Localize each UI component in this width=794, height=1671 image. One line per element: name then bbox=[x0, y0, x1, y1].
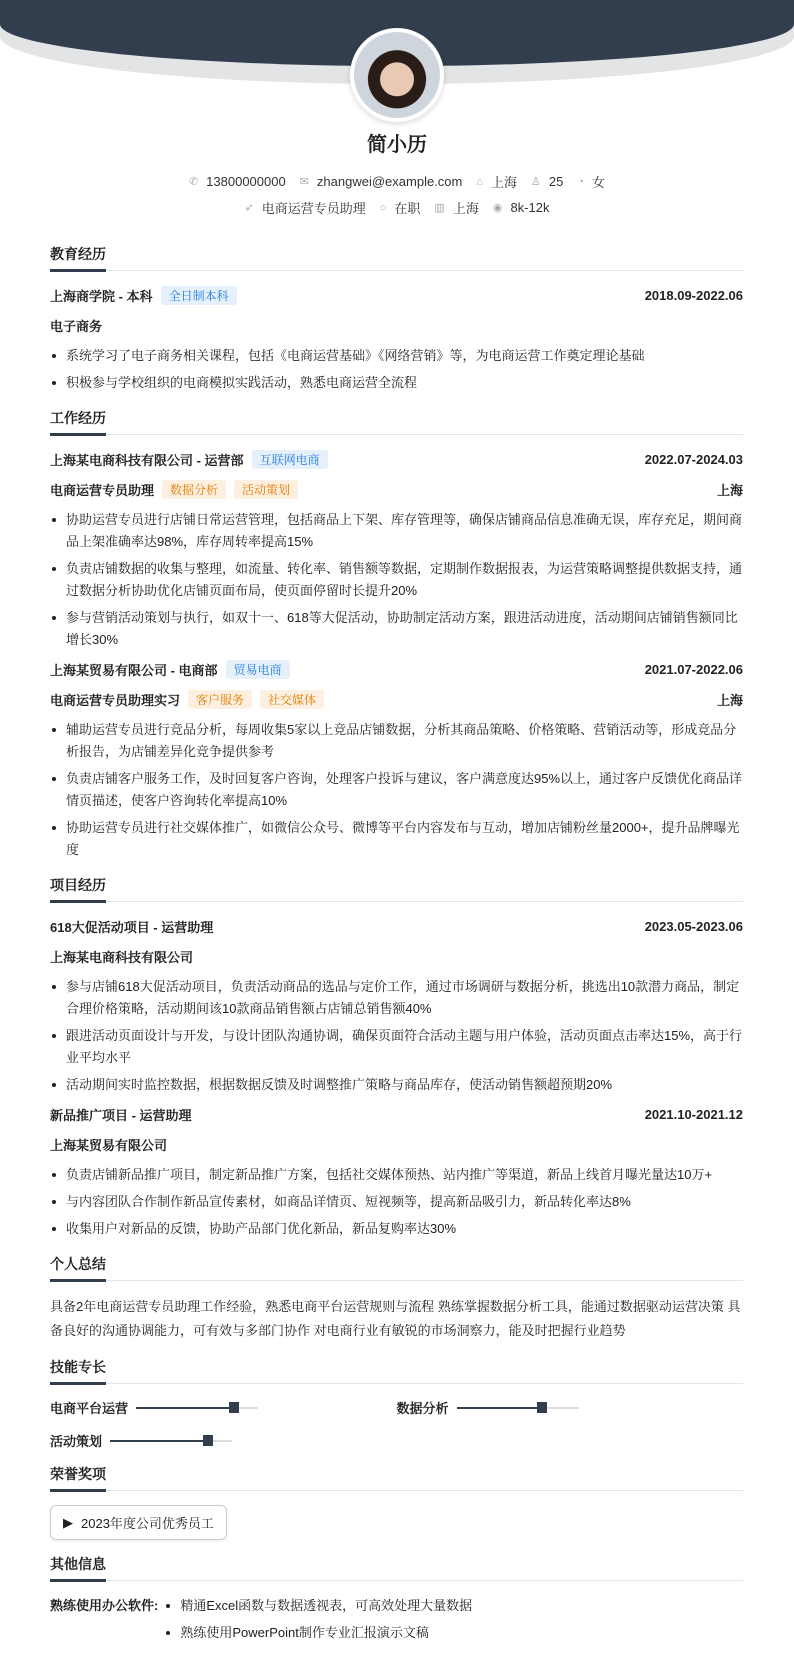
date: 2018.09-2022.06 bbox=[644, 287, 743, 303]
gender: 女 bbox=[592, 175, 606, 190]
home-icon: ⌂ bbox=[476, 175, 484, 188]
tag: 互联网电商 bbox=[252, 450, 328, 469]
work-item bbox=[50, 659, 743, 861]
list-item: 跟进活动页面设计与开发，与设计团队沟通协调，确保页面符合活动主题与用户体验，活动页面点击率达15%，高于行业平均水平 bbox=[50, 1025, 743, 1069]
skill-level-thumb bbox=[229, 1402, 239, 1413]
project-name: 618大促活动项目 - 运营助理 bbox=[50, 919, 214, 935]
date: 2022.07-2024.03 bbox=[644, 451, 743, 467]
city: 上海 bbox=[716, 482, 743, 498]
date: 2021.10-2021.12 bbox=[644, 1106, 743, 1122]
tag: 贸易电商 bbox=[226, 660, 290, 679]
skill-level-bar bbox=[110, 1440, 232, 1442]
skills-section bbox=[50, 1357, 743, 1450]
skill-item bbox=[397, 1398, 744, 1417]
triangle-icon: ▶ bbox=[63, 1514, 73, 1530]
skill-level-bar bbox=[136, 1407, 258, 1409]
job-status: 在职 bbox=[394, 201, 421, 216]
list-item: 活动期间实时监控数据，根据数据反馈及时调整推广策略与商品库存，使活动销售额超预期20% bbox=[50, 1074, 743, 1096]
role-tag: 数据分析 bbox=[162, 480, 226, 499]
list-item: 负责店铺数据的收集与整理，如流量、转化率、销售额等数据，定期制作数据报表，为运营策略调整提供数据支持，通过数据分析协助优化店铺页面布局，使页面停留时长提升20% bbox=[50, 558, 743, 602]
section-title: 技能专长 bbox=[50, 1357, 743, 1384]
role-tag: 社交媒体 bbox=[260, 690, 324, 709]
candidate-name: 简小历 bbox=[367, 134, 427, 156]
list-item: 熟练使用PowerPoint制作专业汇报演示文稿 bbox=[164, 1622, 472, 1644]
contact-row bbox=[0, 172, 794, 191]
list-item: 参与营销活动策划与执行，如双十一、618等大促活动，协助制定活动方案，跟进活动进度，活动期间店铺销售额同比增长30% bbox=[50, 607, 743, 651]
skill-name: 电商平台运营 bbox=[50, 1401, 129, 1416]
role-tag: 活动策划 bbox=[234, 480, 298, 499]
organization: 上海某电商科技有限公司 bbox=[50, 949, 194, 965]
phone-icon: ✆ bbox=[188, 176, 199, 188]
gender-icon: ◔ bbox=[577, 175, 585, 188]
work-section bbox=[50, 408, 743, 861]
age-icon: ♙ bbox=[531, 176, 541, 188]
list-item: 精通Excel函数与数据透视表，可高效处理大量数据 bbox=[164, 1595, 472, 1617]
project-item bbox=[50, 916, 743, 1096]
city: 上海 bbox=[716, 692, 743, 708]
education-section bbox=[50, 244, 743, 394]
section-title: 工作经历 bbox=[50, 408, 743, 435]
list-item: 负责店铺客户服务工作，及时回复客户咨询，处理客户投诉与建议，客户满意度达95%以上，通过客户反馈优化商品详情页描述，使客户咨询转化率提高10% bbox=[50, 768, 743, 812]
section-title: 教育经历 bbox=[50, 244, 743, 271]
other-label: 熟练使用办公软件: bbox=[50, 1598, 159, 1613]
date: 2023.05-2023.06 bbox=[644, 918, 743, 934]
skill-name: 活动策划 bbox=[50, 1434, 103, 1449]
list-item: 收集用户对新品的反馈，协助产品部门优化新品，新品复购率达30% bbox=[50, 1218, 743, 1240]
list-item: 协助运营专员进行社交媒体推广，如微信公众号、微博等平台内容发布与互动，增加店铺粉丝量2000+，提升品牌曝光度 bbox=[50, 817, 743, 861]
summary-text: 具备2年电商运营专员助理工作经验，熟悉电商平台运营规则与流程 熟练掌握数据分析工具，能通过数据驱动运营决策 具备良好的沟通协调能力，可有效与多部门协作 对电商行业有敏锐的市场洞察力，能及时把握行业趋势 bbox=[50, 1299, 741, 1338]
mail-icon: ✉ bbox=[299, 176, 309, 188]
target-position: 电商运营专员助理 bbox=[261, 201, 366, 216]
location: 上海 bbox=[491, 175, 518, 190]
organization: 上海某贸易有限公司 bbox=[50, 1137, 168, 1153]
award-item[interactable] bbox=[50, 1505, 227, 1540]
send-icon: ➶ bbox=[244, 202, 254, 214]
skill-level-thumb bbox=[203, 1435, 213, 1446]
tag: 全日制本科 bbox=[161, 286, 237, 305]
school: 上海商学院 - 本科 bbox=[50, 288, 153, 304]
skill-name: 数据分析 bbox=[396, 1401, 449, 1416]
project-name: 新品推广项目 - 运营助理 bbox=[50, 1107, 192, 1123]
section-title: 个人总结 bbox=[50, 1254, 743, 1281]
company: 上海某贸易有限公司 - 电商部 bbox=[50, 662, 218, 678]
role-tag: 客户服务 bbox=[188, 690, 252, 709]
email[interactable]: zhangwei@example.com bbox=[316, 174, 463, 189]
list-item: 与内容团队合作制作新品宣传素材，如商品详情页、短视频等，提高新品吸引力，新品转化率达8% bbox=[50, 1191, 743, 1213]
list-item: 辅助运营专员进行竞品分析，每周收集5家以上竞品店铺数据，分析其商品策略、价格策略、营销活动等，形成竞品分析报告，为店铺差异化竞争提供参考 bbox=[50, 719, 743, 763]
building-icon: ▥ bbox=[434, 202, 445, 214]
skill-item bbox=[50, 1431, 397, 1450]
salary-icon: ◉ bbox=[492, 202, 503, 214]
project-item bbox=[50, 1104, 743, 1240]
target-city: 上海 bbox=[452, 201, 479, 216]
award-label: 2023年度公司优秀员工 bbox=[81, 1516, 214, 1531]
avatar bbox=[350, 28, 444, 122]
salary: 8k-12k bbox=[510, 200, 550, 215]
awards-section bbox=[50, 1464, 743, 1540]
skill-item bbox=[50, 1398, 397, 1417]
section-title: 项目经历 bbox=[50, 875, 743, 902]
section-title: 其他信息 bbox=[50, 1554, 743, 1581]
list-item: 协助运营专员进行店铺日常运营管理，包括商品上下架、库存管理等，确保店铺商品信息准确无误，库存充足，期间商品上架准确率达98%，库存周转率提高15% bbox=[50, 509, 743, 553]
company: 上海某电商科技有限公司 - 运营部 bbox=[50, 452, 244, 468]
summary-section bbox=[50, 1254, 743, 1343]
phone: 13800000000 bbox=[206, 174, 286, 189]
list-item: 积极参与学校组织的电商模拟实践活动，熟悉电商运营全流程 bbox=[50, 372, 743, 394]
list-item: 参与店铺618大促活动项目，负责活动商品的选品与定价工作，通过市场调研与数据分析，挑选出10款潜力商品，制定合理价格策略，活动期间该10款商品销售额占店铺总销售额40% bbox=[50, 976, 743, 1020]
major: 电子商务 bbox=[50, 318, 103, 334]
role: 电商运营专员助理实习 bbox=[50, 692, 181, 708]
age: 25 bbox=[548, 174, 564, 189]
skill-level-bar bbox=[457, 1407, 579, 1409]
role: 电商运营专员助理 bbox=[50, 482, 155, 498]
job-intent-row bbox=[0, 198, 794, 217]
project-section bbox=[50, 875, 743, 1240]
status-icon: ○ bbox=[379, 201, 387, 214]
other-section bbox=[50, 1554, 743, 1657]
skill-level-thumb bbox=[537, 1402, 547, 1413]
date: 2021.07-2022.06 bbox=[644, 661, 743, 677]
list-item: 系统学习了电子商务相关课程，包括《电商运营基础》《网络营销》等，为电商运营工作奠定理论基础 bbox=[50, 345, 743, 367]
section-title: 荣誉奖项 bbox=[50, 1464, 743, 1491]
list-item: 负责店铺新品推广项目，制定新品推广方案，包括社交媒体预热、站内推广等渠道，新品上线首月曝光量达10万+ bbox=[50, 1164, 743, 1186]
work-item bbox=[50, 449, 743, 651]
